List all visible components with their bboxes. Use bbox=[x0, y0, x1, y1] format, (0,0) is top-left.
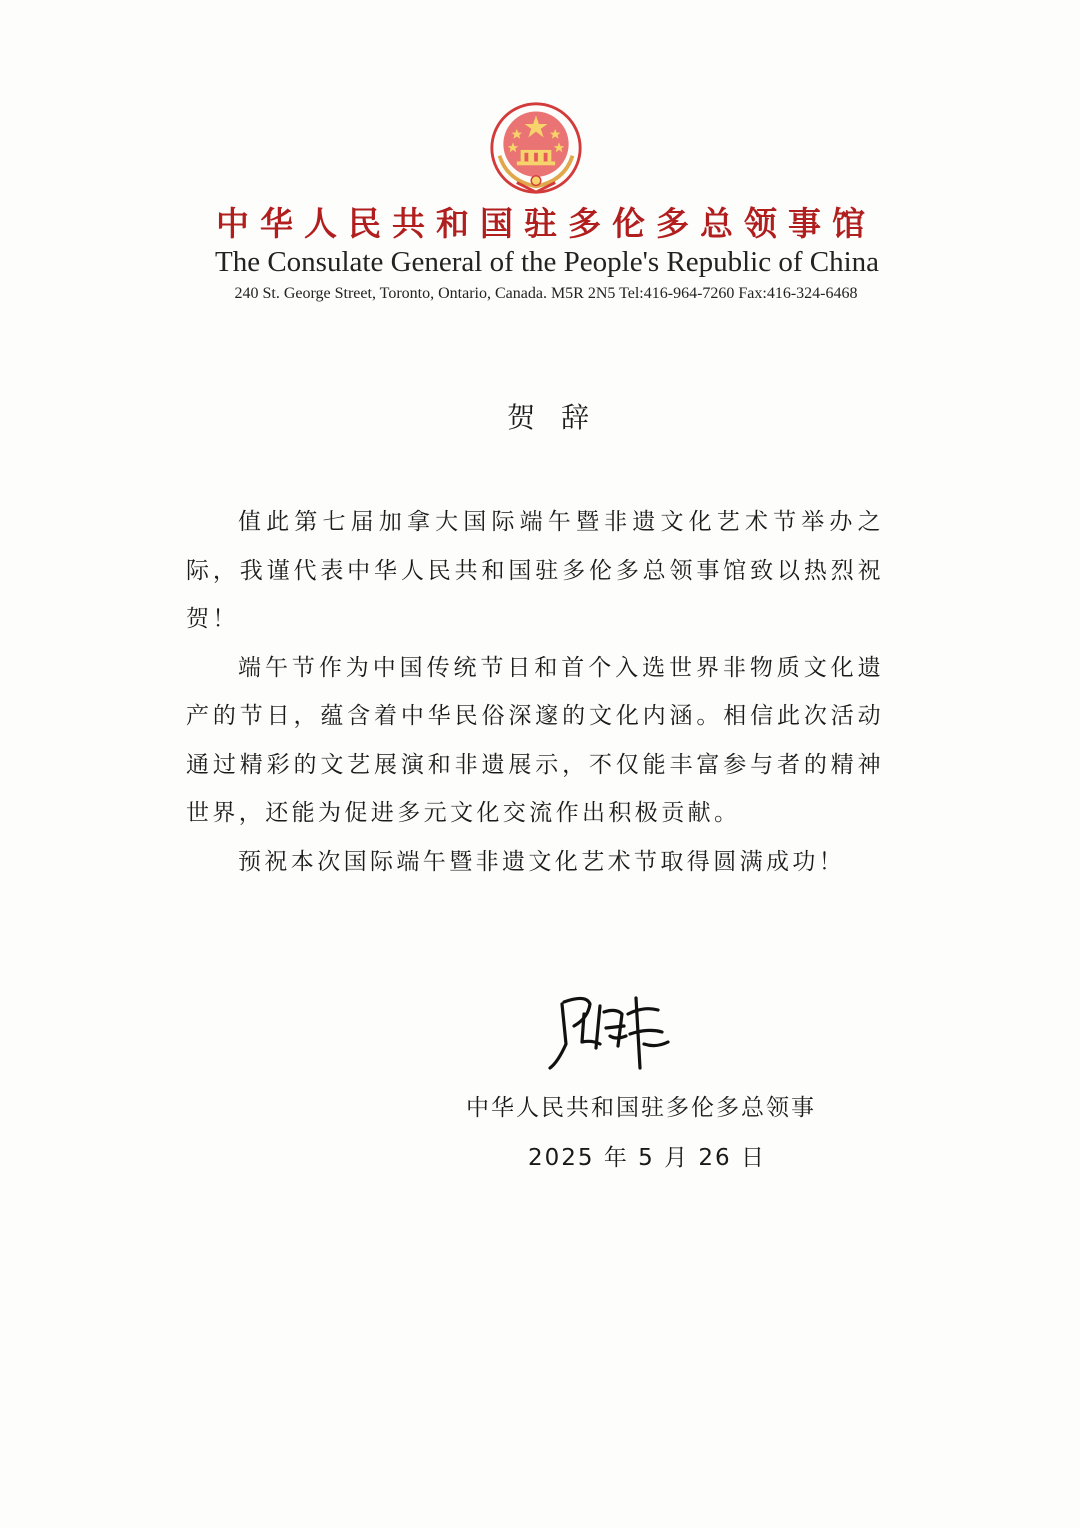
consulate-name-chinese: 中华人民共和国驻多伦多总领事馆 bbox=[216, 204, 876, 243]
consulate-name-english: The Consulate General of the People's Republic of China bbox=[215, 246, 879, 278]
letter-paragraph: 值此第七届加拿大国际端午暨非遗文化艺术节举办之际，我谨代表中华人民共和国驻多伦多总领事馆致以热烈祝贺！ bbox=[186, 509, 884, 632]
signatory-title: 中华人民共和国驻多伦多总领事 bbox=[466, 1095, 816, 1121]
handwritten-signature bbox=[544, 984, 690, 1076]
letter-paragraph: 端午节作为中国传统节日和首个入选世界非物质文化遗产的节日，蕴含着中华民俗深邃的文化内涵。相信此次活动通过精彩的文艺展演和非遗展示，不仅能丰富参与者的精神世界，还能为促进多元文化交流作出积极贡献。 bbox=[186, 654, 884, 826]
national-emblem-icon bbox=[488, 100, 584, 196]
consulate-address-line: 240 St. George Street, Toronto, Ontario, Canada. M5R 2N5 Tel:416-964-7260 Fax:416-324-6468 bbox=[234, 285, 858, 302]
letter-title: 贺辞 bbox=[506, 401, 615, 434]
letter-body bbox=[186, 498, 884, 886]
letter-paragraph: 预祝本次国际端午暨非遗文化艺术节取得圆满成功！ bbox=[238, 848, 846, 875]
letter-date: 2025 年 5 月 26 日 bbox=[528, 1145, 766, 1171]
